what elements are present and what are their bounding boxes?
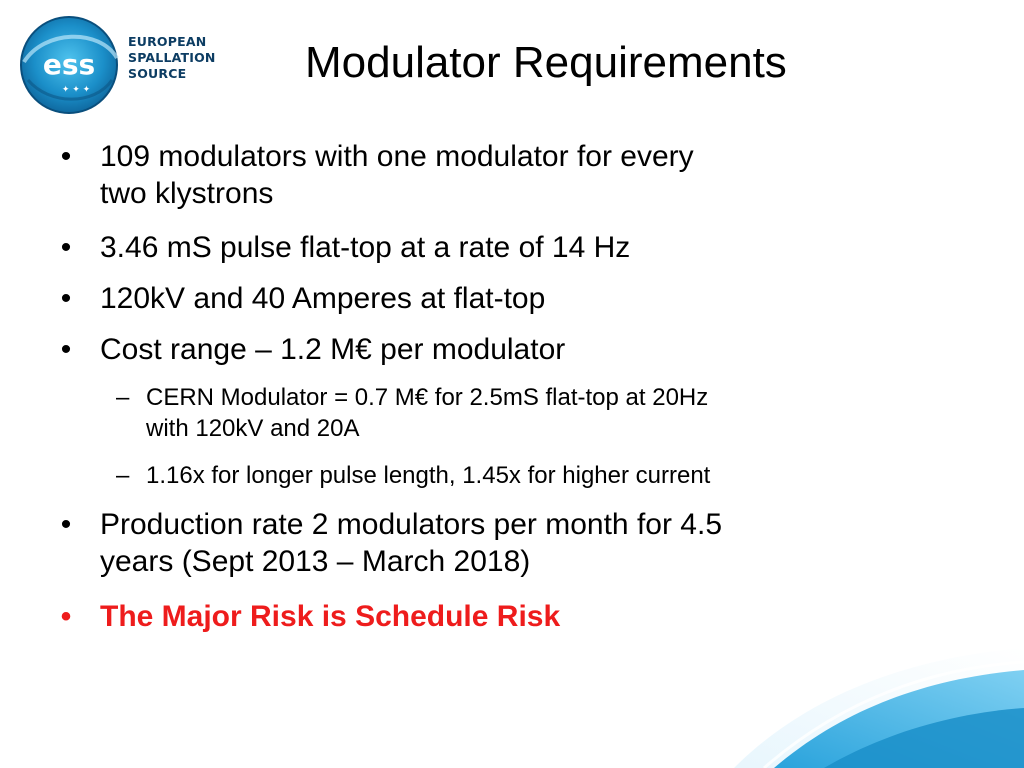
sub-bullet-item-1 <box>116 382 956 444</box>
bullet-text-continuation: two klystrons <box>100 177 274 210</box>
bullet-item-1 <box>60 138 960 212</box>
ess-logo-wordmark <box>128 34 234 82</box>
logo-line-1: EUROPEAN <box>128 34 207 49</box>
bullet-marker: • <box>60 600 72 633</box>
sub-bullet-item-2 <box>116 460 956 491</box>
logo-line-3: SOURCE <box>128 66 187 81</box>
sub-bullet-text: 1.16x for longer pulse length, 1.45x for higher current <box>146 462 711 489</box>
ess-logo-mark-icon <box>14 10 124 120</box>
ess-logo <box>14 10 234 120</box>
sub-bullet-marker: – <box>116 384 130 411</box>
bullet-marker: • <box>60 282 72 315</box>
decorative-swoosh <box>694 638 1024 768</box>
sub-bullet-text-continuation: with 120kV and 20A <box>146 415 360 442</box>
bullet-text: Production rate 2 modulators per month for 4.5 <box>100 508 723 541</box>
bullet-text: 120kV and 40 Amperes at flat-top <box>100 282 546 315</box>
bullet-item-2 <box>60 229 960 266</box>
bullet-item-5 <box>60 506 960 580</box>
bullet-item-4 <box>60 331 960 368</box>
risk-statement: The Major Risk is Schedule Risk <box>100 600 561 633</box>
sub-bullet-marker: – <box>116 462 130 489</box>
bullet-marker: • <box>60 333 72 366</box>
bullet-text-continuation: years (Sept 2013 – March 2018) <box>100 545 531 578</box>
bullet-text: 3.46 mS pulse flat-top at a rate of 14 Hz <box>100 231 631 264</box>
bullet-item-3 <box>60 280 960 317</box>
ess-logo-mark-text: ess <box>42 48 96 81</box>
bullet-marker: • <box>60 231 72 264</box>
slide-title: Modulator Requirements <box>305 38 787 87</box>
bullet-item-risk <box>60 598 960 635</box>
bullet-marker: • <box>60 140 72 173</box>
bullet-text: Cost range – 1.2 M€ per modulator <box>100 333 566 366</box>
bullet-text: 109 modulators with one modulator for every <box>100 140 694 173</box>
logo-line-2: SPALLATION <box>128 50 216 65</box>
sub-bullet-text: CERN Modulator = 0.7 M€ for 2.5mS flat-top at 20Hz <box>146 384 709 411</box>
bullet-marker: • <box>60 508 72 541</box>
svg-text:✦ ✦ ✦: ✦ ✦ ✦ <box>61 85 91 95</box>
